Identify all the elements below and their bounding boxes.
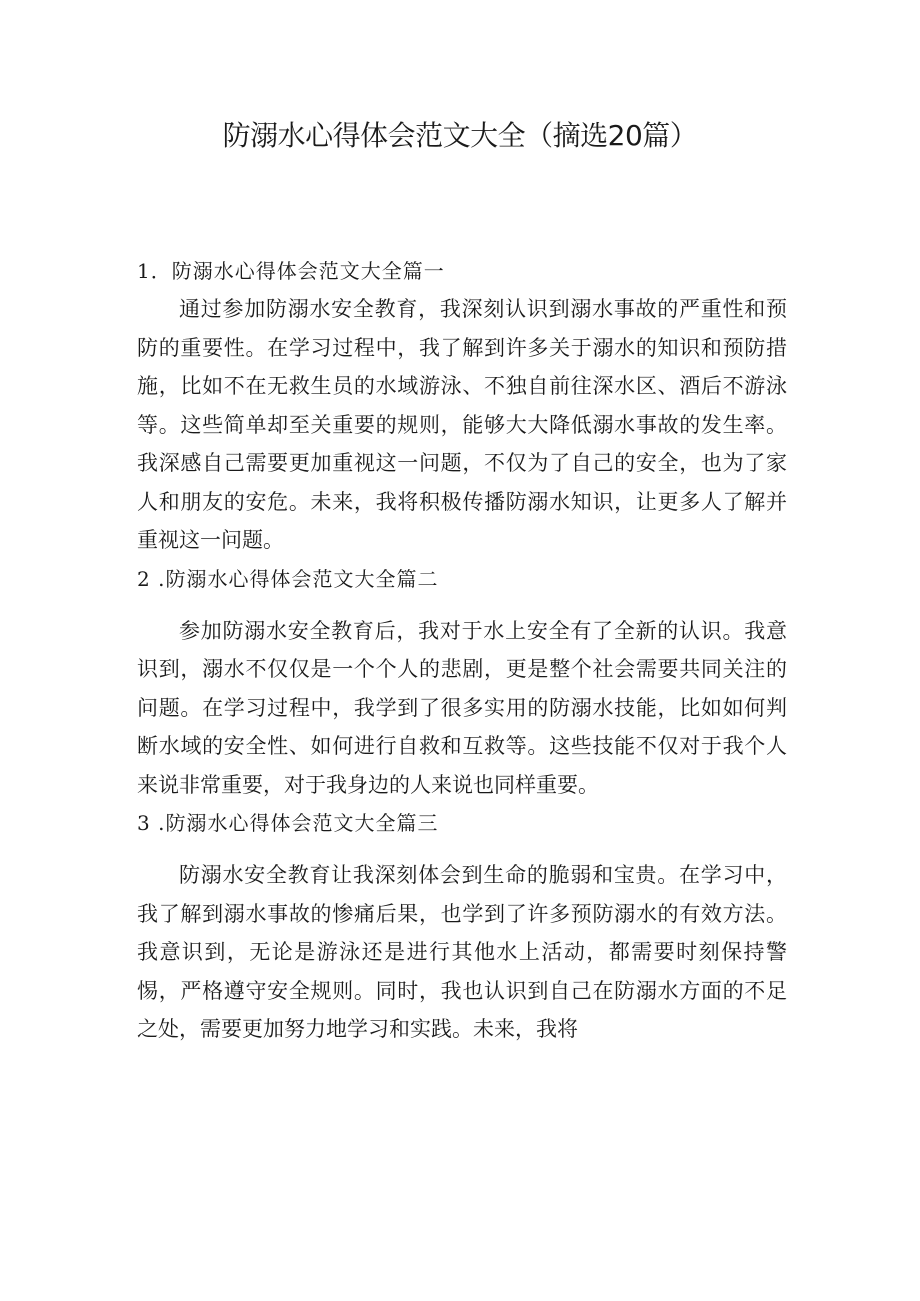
section-heading: 2 .防溺水心得体会范文大全篇二: [137, 566, 439, 591]
section-heading: 3 .防溺水心得体会范文大全篇三: [137, 811, 439, 835]
section-1: [137, 252, 787, 560]
section-paragraph: 通过参加防溺水安全教育，我深刻认识到溺水事故的严重性和预防的重要性。在学习过程中，我了解到许多关于溺水的知识和预防措施，比如不在无救生员的水域游泳、不独自前往深水区、酒后不游泳等。这些简单却至关重要的规则，能够大大降低溺水事故的发生率。我深感自己需要更加重视这一问题，不仅为了自己的安全，也为了家人和朋友的安危。未来，我将积极传播防溺水知识，让更多人了解并重视这一问题。: [137, 297, 787, 552]
section-paragraph: 参加防溺水安全教育后，我对于水上安全有了全新的认识。我意识到，溺水不仅仅是一个个人的悲剧，更是整个社会需要共同关注的问题。在学习过程中，我学到了很多实用的防溺水技能，比如如何判断水域的安全性、如何进行自救和互救等。这些技能不仅对于我个人来说非常重要，对于我身边的人来说也同样重要。: [137, 618, 787, 797]
section-heading: 1．防溺水心得体会范文大全篇一: [137, 259, 445, 283]
section-paragraph: 防溺水安全教育让我深刻体会到生命的脆弱和宝贵。在学习中，我了解到溺水事故的惨痛后果，也学到了许多预防溺水的有效方法。我意识到，无论是游泳还是进行其他水上活动，都需要时刻保持警惕，严格遵守安全规则。同时，我也认识到自己在防溺水方面的不足之处，需要更加努力地学习和实践。未来，我将: [137, 863, 787, 1041]
document-body: [137, 252, 787, 1049]
section-3: [137, 804, 787, 1049]
section-2: [137, 560, 787, 805]
document-title: 防溺水心得体会范文大全（摘选20篇）: [222, 119, 698, 152]
